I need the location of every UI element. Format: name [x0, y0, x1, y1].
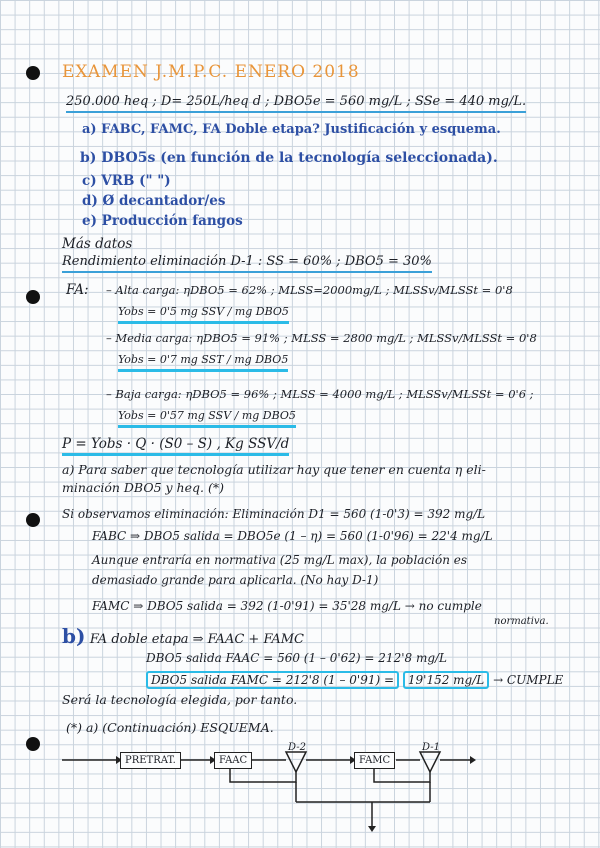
calc-line-5: FAMC ⇒ DBO5 salida = 392 (1-0'91) = 35'28 mg/L → no cumple [92, 599, 482, 613]
label-d1: D-1 [422, 742, 440, 753]
answer-b-head: b) FA doble etapa ⇒ FAAC + FAMC [62, 624, 304, 648]
answer-b-cumple: → CUMPLE [493, 673, 564, 687]
rendimiento-line: Rendimiento eliminación D-1 : SS = 60% ; DBO5 = 30% [62, 254, 432, 273]
answer-b-result: 19'152 mg/L [403, 671, 489, 689]
answer-a-line1: a) Para saber que tecnología utilizar hay que tener en cuenta η eli- [62, 462, 486, 477]
calc-line-4: demasiado grande para aplicarla. (No hay D-1) [92, 573, 379, 587]
question-e: e) Producción fangos [82, 213, 243, 229]
continuation: (*) a) (Continuación) ESQUEMA. [66, 720, 274, 735]
answer-b-line3: Será la tecnología elegida, por tanto. [62, 692, 298, 707]
recirculation-line-2 [374, 768, 430, 782]
fa-label: FA: [66, 282, 89, 298]
calc-line-6: normativa. [494, 616, 549, 627]
fa-media-carga: – Media carga: ηDBO5 = 91% ; MLSS = 2800 mg/L ; MLSSv/MLSSt = 0'8 [106, 331, 537, 345]
fa-baja-yobs: Yobs = 0'57 mg SSV / mg DBO5 [118, 408, 296, 428]
arrow-head [470, 756, 476, 764]
answer-b-head-visible: FA doble etapa ⇒ FAAC + FAMC [89, 632, 304, 647]
recirculation-line-1 [230, 768, 296, 782]
block-faac: FAAC [214, 752, 252, 769]
fa-media-yobs: Yobs = 0'7 mg SST / mg DBO5 [118, 352, 288, 372]
answer-b-line2a: DBO5 salida FAMC = 212'8 (1 – 0'91) = [146, 671, 399, 689]
question-a: a) FABC, FAMC, FA Doble etapa? Justificación y esquema. [82, 122, 501, 137]
question-b: b) DBO5s (en función de la tecnología seleccionada). [80, 150, 498, 166]
calc-line-1: Si observamos eliminación: Eliminación D1 = 560 (1-0'3) = 392 mg/L [62, 507, 486, 521]
fa-baja-carga: – Baja carga: ηDBO5 = 96% ; MLSS = 4000 mg/L ; MLSSv/MLSSt = 0'6 ; [106, 387, 534, 401]
calc-line-3: Aunque entraría en normativa (25 mg/L max), la población es [92, 553, 468, 567]
data-line: 250.000 heq ; D= 250L/heq d ; DBO5e = 560 mg/L ; SSe = 440 mg/L. [66, 94, 526, 113]
question-c: c) VRB (" ") [82, 173, 171, 189]
fa-alta-carga: – Alta carga: ηDBO5 = 62% ; MLSS=2000mg/L ; MLSSv/MLSSt = 0'8 [106, 283, 513, 297]
fa-alta-yobs: Yobs = 0'5 mg SSV / mg DBO5 [118, 304, 289, 324]
block-famc: FAMC [354, 752, 395, 769]
label-d2: D-2 [288, 742, 306, 753]
arrow-head [368, 826, 376, 832]
block-pretrat: PRETRAT. [120, 752, 181, 769]
calc-line-2: FABC ⇒ DBO5 salida = DBO5e (1 – η) = 560 (1-0'96) = 22'4 mg/L [92, 529, 493, 543]
mas-datos: Más datos [62, 236, 133, 252]
question-d: d) Ø decantador/es [82, 193, 226, 209]
page-title: EXAMEN J.M.P.C. ENERO 2018 [62, 62, 360, 82]
answer-b-line1: DBO5 salida FAAC = 560 (1 – 0'62) = 212'8 mg/L [146, 651, 448, 665]
answer-a-line2: minación DBO5 y heq. (*) [62, 480, 224, 495]
formula-p: P = Yobs · Q · (S0 – S) , Kg SSV/d [62, 436, 289, 456]
